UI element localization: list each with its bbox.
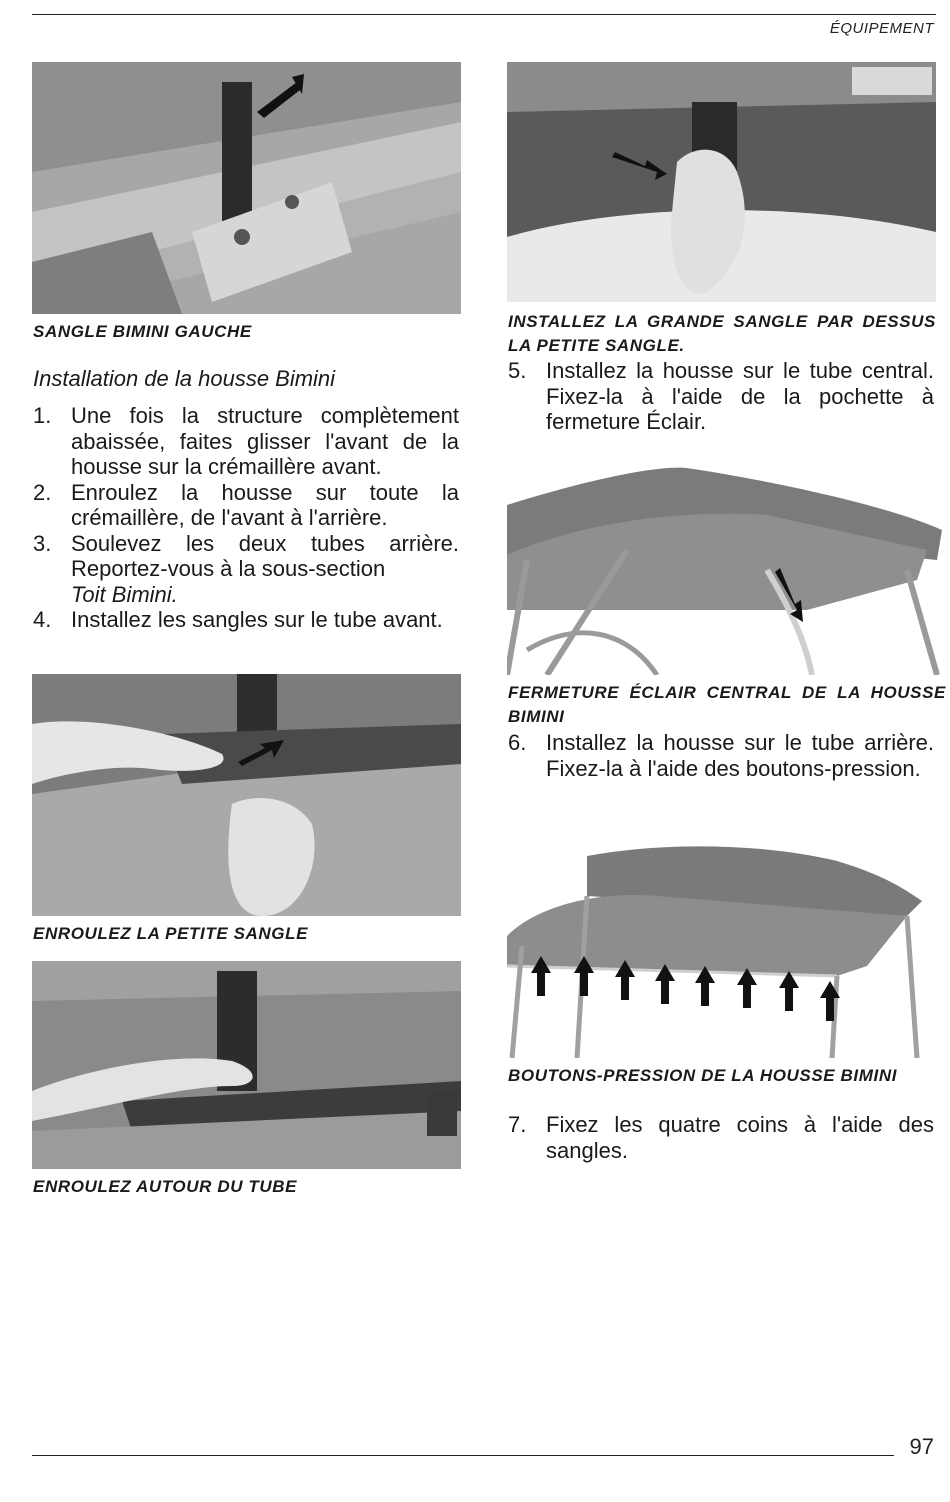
step-text: Une fois la structure complètement abaissée, faites glisser l'avant de la housse sur la crémaillère avant. bbox=[71, 403, 459, 479]
photo-zipper bbox=[507, 460, 947, 675]
step-6 bbox=[508, 730, 934, 781]
step-number: 6. bbox=[508, 730, 527, 755]
step-number: 3. bbox=[33, 530, 52, 556]
step-4 bbox=[33, 607, 459, 633]
step-2 bbox=[33, 480, 459, 531]
step-text: Installez la housse sur le tube arrière. Fixez-la à l'aide des boutons-pression. bbox=[546, 730, 934, 781]
step-number: 1. bbox=[33, 403, 52, 428]
photo-roll-small-strap bbox=[32, 674, 461, 916]
step-text: Installez les sangles sur le tube avant. bbox=[71, 607, 443, 632]
caption-roll-around-tube: ENROULEZ AUTOUR DU TUBE bbox=[33, 1177, 298, 1196]
step-7 bbox=[508, 1112, 934, 1163]
step-text: Soulevez les deux tubes arrière. Reportez-vous à la sous-section bbox=[71, 530, 459, 581]
step-number: 7. bbox=[508, 1112, 527, 1137]
step-number: 5. bbox=[508, 358, 527, 383]
photo-snaps bbox=[507, 836, 936, 1058]
caption-left-strap: SANGLE BIMINI GAUCHE bbox=[33, 322, 252, 341]
step-text: Installez la housse sur le tube central. Fixez-la à l'aide de la pochette à fermeture Éclair. bbox=[546, 358, 934, 434]
step-1 bbox=[33, 403, 459, 480]
step-number: 4. bbox=[33, 607, 52, 632]
steps-list-right-a bbox=[508, 358, 934, 435]
section-header: ÉQUIPEMENT bbox=[829, 20, 934, 37]
page-number: 97 bbox=[909, 1434, 934, 1459]
photo-roll-around-tube bbox=[32, 961, 461, 1169]
steps-list-right-c bbox=[508, 1112, 934, 1163]
header-rule bbox=[32, 14, 936, 15]
caption-big-strap: INSTALLEZ LA GRANDE SANGLE PAR DESSUS LA PETITE SANGLE. bbox=[508, 312, 936, 355]
steps-list-left bbox=[33, 403, 459, 633]
step-text: Fixez les quatre coins à l'aide des sangles. bbox=[546, 1112, 934, 1163]
caption-zipper: FERMETURE ÉCLAIR CENTRAL DE LA HOUSSE BIMINI bbox=[508, 683, 946, 726]
caption-roll-small-strap: ENROULEZ LA PETITE SANGLE bbox=[33, 924, 309, 943]
photo-left-strap bbox=[32, 62, 461, 314]
photo-big-strap bbox=[507, 62, 936, 302]
step-text: Enroulez la housse sur toute la crémaillère, de l'avant à l'arrière. bbox=[71, 479, 459, 530]
step-5 bbox=[508, 358, 934, 435]
steps-list-right-b bbox=[508, 730, 934, 781]
step-3 bbox=[33, 531, 459, 608]
caption-snaps: BOUTONS-PRESSION DE LA HOUSSE BIMINI bbox=[508, 1066, 898, 1085]
section-reference: Toit Bimini. bbox=[71, 581, 178, 607]
section-title: Installation de la housse Bimini bbox=[33, 366, 336, 391]
footer-rule bbox=[32, 1455, 894, 1456]
step-number: 2. bbox=[33, 479, 52, 505]
